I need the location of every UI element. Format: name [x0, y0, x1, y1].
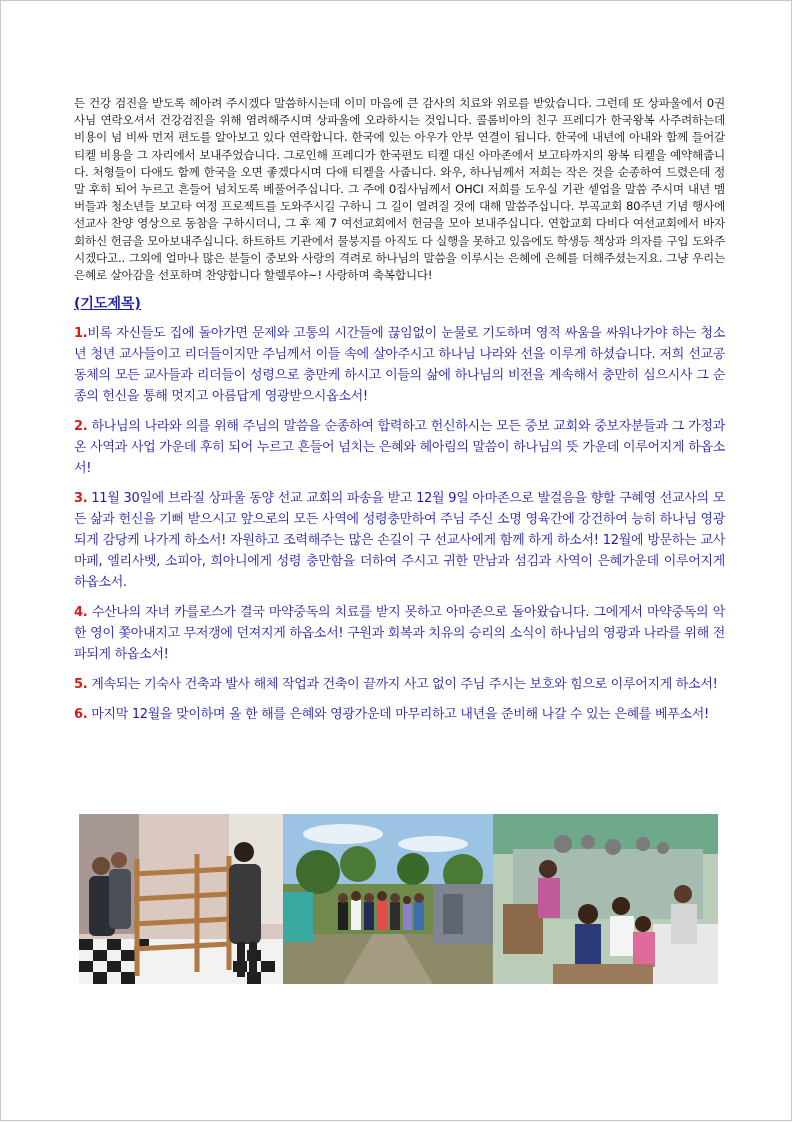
- prayer-text: 계속되는 기숙사 건축과 발사 해체 작업과 건축이 끝까지 사고 없이 주님 주시는 보호와 힘으로 이루어지게 하소서!: [87, 677, 718, 693]
- prayer-number: 2.: [74, 419, 88, 435]
- prayer-number: 3.: [74, 491, 88, 507]
- prayer-text: 마지막 12월을 맞이하며 올 한 해를 은혜와 영광가운데 마무리하고 내년을 준비해 나갈 수 있는 은혜를 베푸소서!: [87, 707, 709, 723]
- photo-kitchen-family: [493, 814, 718, 984]
- prayer-number: 6.: [74, 707, 88, 723]
- prayer-number: 1.: [74, 326, 88, 342]
- photo-shelf-building: [79, 814, 283, 984]
- photo-strip: [79, 814, 718, 984]
- prayer-item-3: [74, 488, 725, 593]
- photo-group-outdoors: [283, 814, 493, 984]
- prayer-item-2: [74, 416, 725, 479]
- prayer-item-4: [74, 602, 725, 665]
- prayer-text: 하나님의 나라와 의를 위해 주님의 말씀을 순종하여 합력하고 헌신하시는 모든 중보 교회와 중보자분들과 그 가정과 온 사역과 사업 가운데 후히 되어 누르고 흔들어 넘치는 은혜와 헤아림의 말씀이 하나님의 뜻 가운데 이루어지게 하옵소서!: [74, 419, 725, 477]
- prayer-heading: (기도제목): [74, 296, 141, 313]
- prayer-item-5: [74, 674, 725, 695]
- prayer-item-1: [74, 323, 725, 407]
- prayer-item-6: [74, 704, 725, 725]
- prayer-text: 수산나의 자녀 카를로스가 결국 마약중독의 치료를 받지 못하고 아마존으로 돌아왔습니다. 그에게서 마약중독의 악한 영이 쫓아내지고 무저갱에 던져지게 하옵소서! 구원과 회복과 치유의 승리의 소식이 하나님의 영광과 나라를 위해 전파되게 하옵소서!: [74, 605, 725, 663]
- prayer-number: 4.: [74, 605, 88, 621]
- prayer-text: 비록 자신들도 집에 돌아가면 문제와 고통의 시간들에 끊임없이 눈물로 기도하며 영적 싸움을 싸워나가야 하는 청소년 청년 교사들이고 리더들이지만 주님께서 이들 속에 살아주시고 하나님 나라와 선을 이루게 하셨습니다. 저희 선교공동체의 모든 교사들과 리더들이 성령으로 충만케 하시고 이들의 삶에 하나님의 비전을 계속해서 충만히 심으시사 그 순종의 헌신을 통해 멋지고 아름답게 영광받으시옵소서!: [74, 326, 725, 405]
- prayer-text: 11월 30일에 브라질 상파울 동양 선교 교회의 파송을 받고 12월 9일 아마존으로 발걸음을 향할 구혜영 선교사의 모든 삶과 헌신을 기뻐 받으시고 앞으로의 모든 사역에 성령충만하여 주님 주신 소명 영육간에 강건하여 능히 하나님 영광 되게 감당케 나가게 하소서! 자원하고 조력해주는 많은 손길이 구 선교사에게 함께 하게 하소서! 12월에 방문하는 교사 마페, 엘리사벳, 소피아, 희아니에게 성령 충만함을 더하여 주시고 귀한 만남과 섬김과 사역이 은혜가운데 이루어지게 하옵소서.: [74, 491, 725, 591]
- intro-paragraph: 든 건강 검진을 받도록 헤아려 주시겠다 말씀하시는데 이미 마음에 큰 감사의 치료와 위로를 받았습니다. 그런데 또 상파울에서 0권사님 연락오셔서 건강검진을 위해 염려해주시며 상파울에 오라하시는 것입니다. 콜롬비아의 친구 프레디가 한국왕복 사주려하는데 비용이 넘 비싸 먼저 편도를 알아보고 있다 연락합니다. 한국에 있는 아우가 안부 연결이 됩니다. 한국에 내년에 아내와 함께 들어갈 티켙 비용을 그 자리에서 보내주었습니다. 그로인해 프레디가 한국편도 티켙 대신 아마존에서 보고타까지의 왕복 티켙을 예약해줍니다. 처형들이 다애도 함께 한국을 오면 좋겠다시며 다애 티켙을 사줍니다. 와우, 하나님께서 저희는 작은 것을 순종하여 드렸은데 정말 후히 되어 누르고 흔들어 넘치도록 베풀어주십니다. 그 주에 0집사님께서 OHCI 저희를 도우실 기관 셑업을 말씀 주시며 내년 멤버들과 청소년들 보고타 여정 프로젝트를 도와주시길 구하니 그 길이 열려질 것에 대해 말씀주십니다. 부곡교회 80주년 기념 행사에 선교사 찬양 영상으로 동참을 구하시더니, 그 후 제 7 여선교회에서 헌금을 모아 보내주십니다. 연합교회 다비다 여선교회에서 바자회하신 헌금을 모아보내주십니다. 하트하트 기관에서 물붕지를 아직도 다 실행을 못하고 있음에도 학생등 책상과 의자를 구입 도와주시겠다고.. 그외에 얼마나 많은 분들이 중보와 사랑의 격려로 하나님의 말씀을 이루시는 은혜에 은혜를 더해주셨는지요. 그냥 우리는 은혜로 살아감을 선포하며 찬양합니다 할렐루야~! 사랑하며 축복합니다!: [74, 96, 725, 283]
- document-body: [74, 95, 725, 725]
- prayer-number: 5.: [74, 677, 88, 693]
